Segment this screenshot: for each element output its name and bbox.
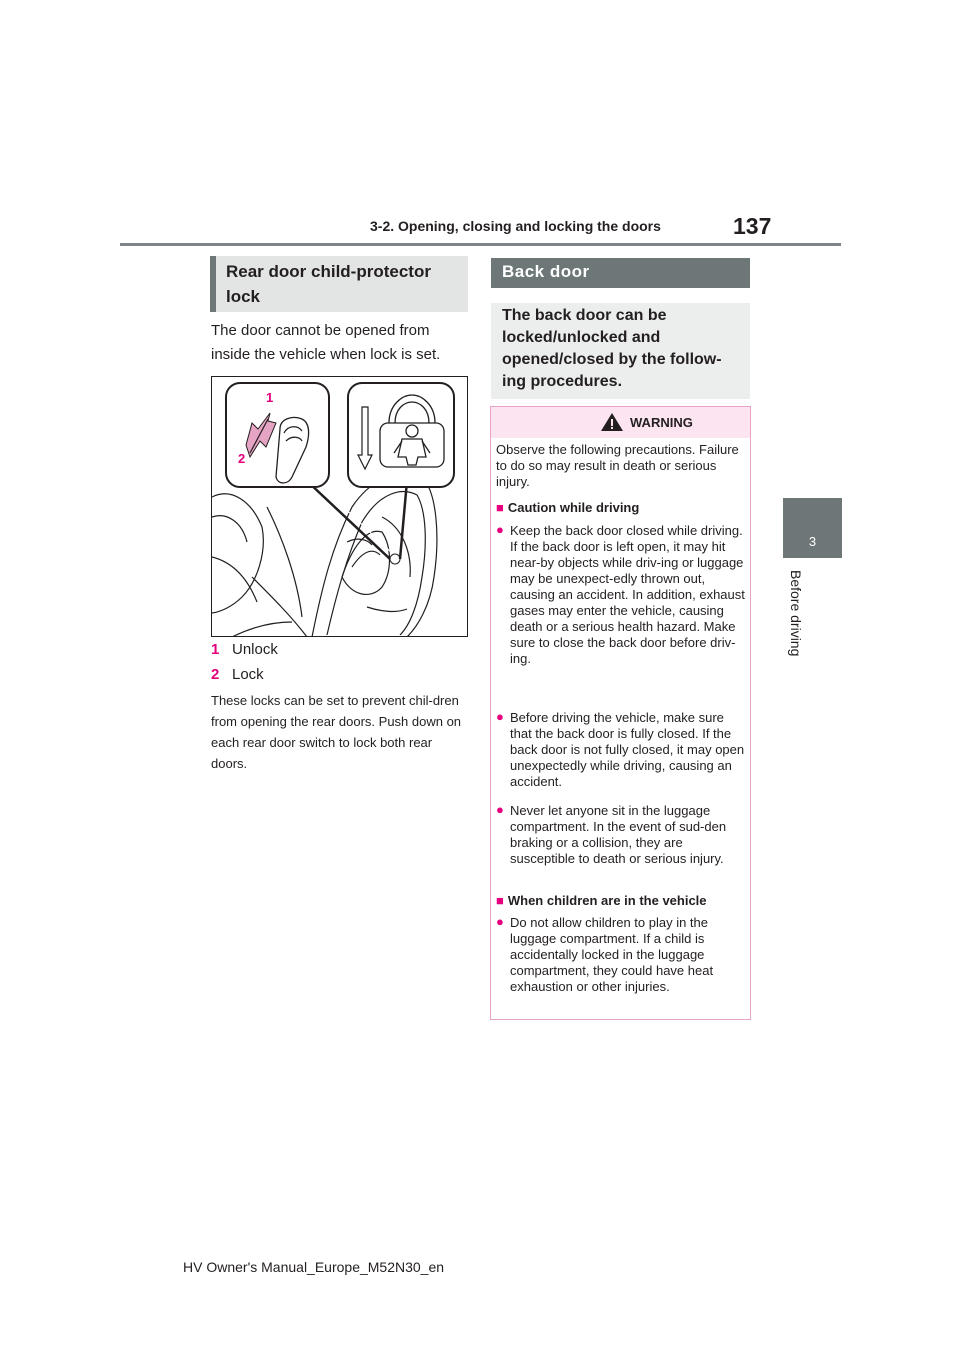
warning-box (490, 406, 751, 1020)
warning-header (491, 407, 750, 438)
door-illustration (212, 377, 468, 637)
body-paragraph: The door cannot be opened from inside the vehicle when lock is set. (211, 322, 441, 363)
chapter-label (784, 570, 804, 680)
subheading-text: Caution while driving (507, 500, 640, 515)
warning-bullet: ● Keep the back door closed while driving. If the back door is left open, it may hit near-by objects while driv-ing or luggage may be unexpect-edly thrown out, causing an accident. In addition, exhaust gases may enter the vehicle, causing death or a serious health hazard. Make sure to close the back door before driv-ing. (496, 522, 745, 666)
chapter-label-text: Before driving (788, 570, 804, 657)
bullet-text: Do not allow children to play in the luggage compartment. If a child is accidentally locked in the luggage compartment, they could have heat exhaustion or other injuries. (510, 915, 714, 994)
bullet-text: Keep the back door closed while driving. If the back door is left open, it may hit near-by objects while driv-ing or luggage may be unexpect-edly thrown out, causing an accident. In addition, exhaust gases may enter the vehicle, causing death or a serious health hazard. Make sure to close the back door before driv-ing. (510, 523, 745, 666)
legend-label: Lock (232, 666, 264, 683)
warning-icon (600, 412, 624, 432)
figure-label-1: 1 (266, 390, 274, 405)
chapter-number: 3 (808, 534, 817, 549)
footer-text: HV Owner's Manual_Europe_M52N30_en (183, 1259, 445, 1275)
legend-number: 1 (211, 641, 220, 658)
warning-intro: Observe the following precautions. Failure to do so may result in death or serious injury. (496, 442, 739, 489)
subheading-text: When children are in the vehicle (507, 893, 707, 908)
page-number: 137 (733, 213, 772, 239)
section-heading-child-lock (210, 256, 468, 312)
warning-bullet: ● Never let anyone sit in the luggage compartment. In the event of sud-den braking or a collision, they are susceptible to death or serious injury. (496, 803, 746, 867)
intro-text: The back door can be locked/unlocked and opened/closed by the follow-ing procedures. (502, 307, 722, 390)
note-paragraph: These locks can be set to prevent chil-dren from opening the rear doors. Push down on each rear door switch to lock both rear doors. (211, 693, 462, 771)
figure-label-2: 2 (238, 451, 246, 466)
legend-number: 2 (211, 666, 220, 683)
child-lock-illustration (211, 376, 468, 637)
legend-item (211, 641, 278, 658)
bullet-text: Before driving the vehicle, make sure that the back door is fully closed. If the back door is not fully closed, it may open unexpectedly while driving, causing an accident. (510, 710, 745, 789)
section-title: 3-2. Opening, closing and locking the doors (370, 218, 661, 234)
legend-label: Unlock (232, 641, 278, 658)
header-divider (120, 243, 841, 246)
section-heading-text: Back door (502, 262, 590, 281)
warning-subheading: ■ Caution while driving (496, 500, 640, 515)
warning-title: WARNING (630, 415, 693, 430)
intro-box (491, 303, 750, 399)
bullet-text: Never let anyone sit in the luggage compartment. In the event of sud-den braking or a collision, they are susceptible to death or serious injury. (510, 803, 727, 866)
legend-item (211, 666, 264, 683)
chapter-tab (783, 498, 842, 558)
warning-bullet: ● Before driving the vehicle, make sure that the back door is fully closed. If the back door is not fully closed, it may open unexpectedly while driving, causing an accident. (496, 709, 745, 789)
warning-subheading: ■ When children are in the vehicle (496, 893, 707, 908)
section-heading-text: Rear door child-protector lock (226, 262, 431, 306)
warning-bullet: ● Do not allow children to play in the luggage compartment. If a child is accidentally locked in the luggage compartment, they could have heat exhaustion or other injuries. (496, 915, 746, 995)
section-heading-back-door (491, 258, 750, 288)
